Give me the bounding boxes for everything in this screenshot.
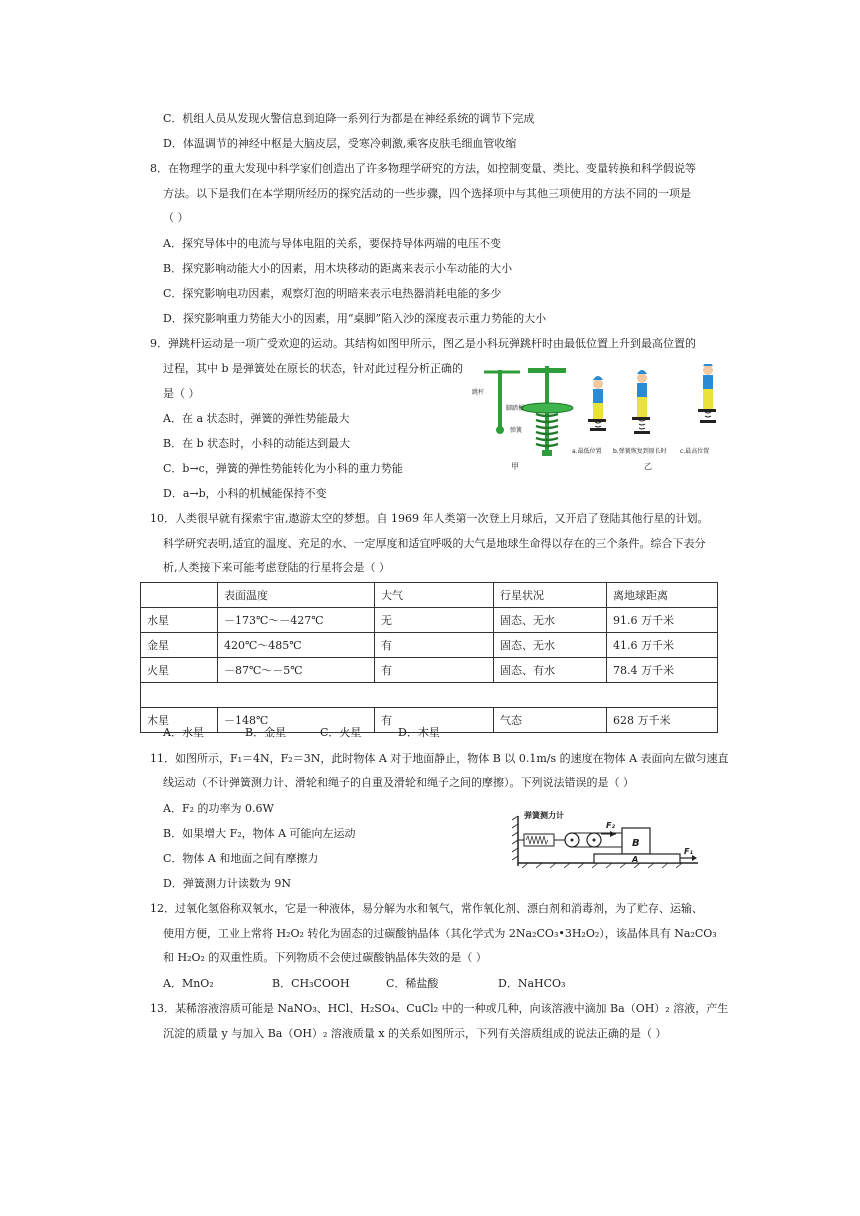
table-cell: 水星 <box>141 608 218 633</box>
table-cell: 有 <box>375 708 494 733</box>
q8-option-b: B．探究影响动能大小的因素，用木块移动的距离来表示小车动能的大小 <box>163 262 513 275</box>
person-highest-position <box>698 364 716 423</box>
q12-option-b: B．CH₃COOH <box>272 977 350 990</box>
table-gap-cell <box>141 683 718 708</box>
planet-data-table <box>140 582 718 733</box>
spring-balance-label: 弹簧测力计 <box>524 811 564 820</box>
q9-option-a: A．在 a 状态时，弹簧的弹性势能最大 <box>163 412 350 425</box>
caption-b: b.弹簧恢复到原长时 <box>613 448 667 455</box>
table-cell: －173℃～－427℃ <box>218 608 375 633</box>
force-f2-label: F₂ <box>606 821 615 830</box>
force-f1-label: F₁ <box>684 847 693 856</box>
q11-stem-line1: 11．如图所示，F₁＝4N，F₂＝3N，此时物体 A 对于地面静止，物体 B 以 0.1m/s 的速度在物体 A 表面向左做匀速直 <box>150 752 729 765</box>
q7-option-c: C．机组人员从发现火警信息到迫降一系列行为都是在神经系统的调节下完成 <box>163 112 535 125</box>
table-cell: 木星 <box>141 708 218 733</box>
q10-option-b: B．金星 <box>245 726 287 739</box>
block-a <box>594 854 680 864</box>
q10-option-d: D．木星 <box>398 726 440 739</box>
q8-option-a: A．探究导体中的电流与导体电阻的关系，要保持导体两端的电压不变 <box>163 237 501 250</box>
person-lowest-position <box>588 376 606 431</box>
table-cell: 无 <box>375 608 494 633</box>
table-cell: 金星 <box>141 633 218 658</box>
q8-option-d: D．探究影响重力势能大小的因素，用“桌脚”陷入沙的深度表示重力势能的大小 <box>163 312 547 325</box>
caption-a: a.最低位置 <box>572 448 602 455</box>
q11-option-d: D．弹簧测力计读数为 9N <box>163 877 291 890</box>
table-header-cell: 大气 <box>375 583 494 608</box>
block-b <box>622 828 650 854</box>
q11-option-a: A．F₂ 的功率为 0.6W <box>163 802 274 815</box>
q8-option-c: C．探究影响电功因素，观察灯泡的明暗来表示电热器消耗电能的多少 <box>163 287 502 300</box>
table-cell: －148℃ <box>218 708 375 733</box>
q12-stem-line2: 使用方便，工业上常将 H₂O₂ 转化为固态的过碳酸钠晶体（其化学式为 2Na₂CO₃•3H₂O₂），该晶体具有 Na₂CO₃ <box>163 927 717 940</box>
q9-option-c: C．b→c，弹簧的弹性势能转化为小科的重力势能 <box>163 462 403 475</box>
block-a-label: A <box>632 855 639 864</box>
q8-stem-line1: 8．在物理学的重大发现中科学家们创造出了许多物理学研究的方法，如控制变量、类比、变量转换和科学假说等 <box>150 162 696 175</box>
block-b-label: B <box>632 838 640 849</box>
q11-option-c: C．物体 A 和地面之间有摩擦力 <box>163 852 319 865</box>
q10-option-c: C．火星 <box>320 726 362 739</box>
q10-stem-line1: 10．人类很早就有探索宇宙,遨游太空的梦想。自 1969 年人类第一次登上月球后，又开启了登陆其他行星的计划。 <box>150 512 709 525</box>
q7-option-d: D．体温调节的神经中枢是大脑皮层，受寒冷刺激,乘客皮肤毛细血管收缩 <box>163 137 517 150</box>
pogo-stick-figure <box>470 364 732 474</box>
table-header-cell: 行星状况 <box>494 583 607 608</box>
q10-option-a: A．水星 <box>163 726 204 739</box>
pulley-left <box>565 833 579 847</box>
q12-stem-line3: 和 H₂O₂ 的双重性质。下列物质不会使过碳酸钠晶体失效的是（ ） <box>163 951 487 964</box>
table-cell: 固态、无水 <box>494 608 607 633</box>
q9-option-d: D．a→b，小科的机械能保持不变 <box>163 487 327 500</box>
q9-stem-line1: 9．弹跳杆运动是一项广受欢迎的运动。其结构如图甲所示，图乙是小科玩弹跳杆时由最低位置上升到最高位置的 <box>150 337 696 350</box>
q12-option-c: C．稀盐酸 <box>386 977 439 990</box>
table-cell: 420℃～485℃ <box>218 633 375 658</box>
table-cell: 78.4 万千米 <box>607 658 718 683</box>
table-cell: 628 万千米 <box>607 708 718 733</box>
q9-answer-blank: 是（ ） <box>163 387 200 400</box>
table-cell: 有 <box>375 658 494 683</box>
table-cell: 火星 <box>141 658 218 683</box>
q12-option-d: D．NaHCO₃ <box>498 977 566 990</box>
table-cell: 有 <box>375 633 494 658</box>
q13-stem-line2: 沉淀的质量 y 与加入 Ba（OH）₂ 溶液质量 x 的关系如图所示，下列有关溶质组成的说法正确的是（ ） <box>163 1027 667 1040</box>
q8-stem-line2: 方法。以下是我们在本学期所经历的探究活动的一些步骤，四个选择项中与其他三项使用的方法不同的一项是 <box>163 187 691 200</box>
table-row <box>141 633 718 658</box>
table-cell: 91.6 万千米 <box>607 608 718 633</box>
table-header-row <box>141 583 718 608</box>
table-cell: 41.6 万千米 <box>607 633 718 658</box>
table-row <box>141 658 718 683</box>
label-spring: 弹簧 <box>510 427 523 434</box>
table-page-break <box>141 683 718 708</box>
table-cell: －87℃～－5℃ <box>218 658 375 683</box>
table-header-cell: 离地球距离 <box>607 583 718 608</box>
table-cell: 气态 <box>494 708 607 733</box>
q12-stem-line1: 12．过氧化氢俗称双氧水，它是一种液体，易分解为水和氧气，常作氧化剂、漂白剂和消毒剂，为了贮存、运输、 <box>150 902 703 915</box>
q13-stem-line1: 13．某稀溶液溶质可能是 NaNO₃、HCl、H₂SO₄、CuCl₂ 中的一种或几种，向该溶液中滴加 Ba（OH）₂ 溶液，产生 <box>150 1002 729 1015</box>
q10-stem-line2: 科学研究表明,适宜的温度、充足的水、一定厚度和适宜呼吸的大气是地球生命得以存在的三个条件。综合下表分 <box>163 537 706 550</box>
pogo-stick-diagram <box>472 366 573 471</box>
spring-balance <box>518 834 554 846</box>
q8-answer-blank: （ ） <box>163 211 189 224</box>
q11-option-b: B．如果增大 F₂，物体 A 可能向左运动 <box>163 827 356 840</box>
q12-option-a: A．MnO₂ <box>163 977 214 990</box>
label-yi: 乙 <box>644 462 652 471</box>
pulley-right <box>587 833 601 847</box>
caption-c: c.最高位置 <box>680 448 710 455</box>
person-spring-original-length <box>632 370 650 434</box>
q9-option-b: B．在 b 状态时，小科的动能达到最大 <box>163 437 351 450</box>
pulley-system-figure <box>510 806 702 870</box>
table-header-cell <box>141 583 218 608</box>
label-pedal: 脚踏板 <box>506 405 525 412</box>
table-row <box>141 608 718 633</box>
table-header-cell: 表面温度 <box>218 583 375 608</box>
q10-stem-line3: 析,人类接下来可能考虑登陆的行星将会是（ ） <box>163 561 390 574</box>
q9-stem-line2: 过程，其中 b 是弹簧处在原长的状态，针对此过程分析正确的 <box>163 362 464 375</box>
table-cell: 固态、无水 <box>494 633 607 658</box>
table-cell: 固态、有水 <box>494 658 607 683</box>
label-rod: 跳杆 <box>472 389 485 396</box>
label-jia: 甲 <box>511 462 519 471</box>
q11-stem-line2: 线运动（不计弹簧测力计、滑轮和绳子的自重及滑轮和绳子之间的摩擦）。下列说法错误的是（ ） <box>163 776 634 789</box>
